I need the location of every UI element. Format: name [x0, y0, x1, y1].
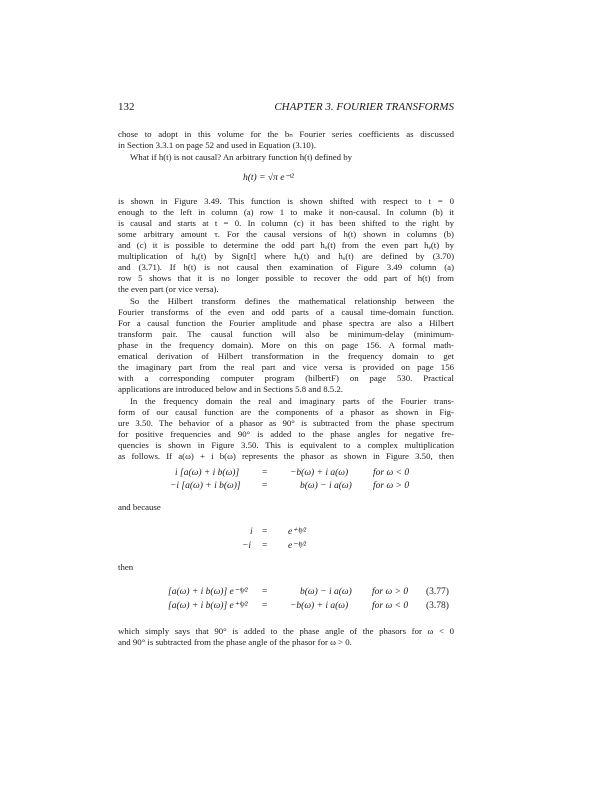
equation-condition: for ω < 0: [373, 468, 410, 478]
text-line: ematical derivation of Hilbert transformation in the frequency domain to get: [118, 351, 454, 361]
equation-lhs: i: [250, 527, 253, 537]
text-line: In the frequency domain the real and imaginary parts of the Fourier trans-: [130, 396, 454, 406]
equals-sign: =: [262, 481, 268, 491]
text-line: is causal and starts at t = 0. In column (c) it has been shifted to the right by: [118, 218, 454, 228]
text-line: applications are introduced below and in Sections 5.8 and 8.5.2.: [118, 384, 343, 394]
text-line: the imaginary part from the real part and vice versa is provided on page 156: [118, 362, 454, 372]
text-line: is shown in Figure 3.49. This function is shown shifted with respect to t = 0: [118, 196, 454, 206]
equation-condition: for ω > 0: [373, 481, 410, 491]
text-line: phase in the frequency domain). More on this on page 156. A formal math-: [118, 340, 454, 350]
equation-condition: for ω < 0: [372, 601, 409, 611]
text-line: the even part (or vice versa).: [118, 284, 219, 294]
text-line: form of our causal function are the components of a phasor as shown in Fig-: [118, 407, 454, 417]
equation-number: (3.78): [426, 601, 449, 611]
text-line: enough to the left in column (a) row 1 to make it non-causal. In column (b) it: [118, 207, 454, 217]
text-line: transform pair. The causal function will also be minimum-delay (minimum-: [118, 329, 454, 339]
text-line: and 90° is subtracted from the phase angle of the phasor for ω > 0.: [118, 637, 352, 647]
text-line: which simply says that 90° is added to the phase angle of the phasors for ω < 0: [118, 626, 454, 636]
equation-rhs: e⁻ⁱᵖ⁄²: [288, 541, 307, 551]
equation-rhs: e⁺ⁱᵖ⁄²: [288, 527, 307, 537]
equals-sign: =: [262, 601, 268, 611]
equals-sign: =: [262, 468, 268, 478]
text-line: with a corresponding computer program (hilbertF) on page 530. Practical: [118, 373, 454, 383]
equation-rhs: −b(ω) + i a(ω): [290, 601, 349, 611]
equation-lhs: [a(ω) + i b(ω)] e⁺ⁱᵖ⁄²: [168, 601, 248, 611]
equation-rhs: −b(ω) + i a(ω): [290, 468, 349, 478]
equals-sign: =: [262, 541, 268, 551]
equation-h: h(t) = √π e⁻ᵗ²: [243, 173, 294, 183]
chapter-title: CHAPTER 3. FOURIER TRANSFORMS: [274, 101, 454, 113]
text-line: in Section 3.3.1 on page 52 and used in Equation (3.10).: [118, 140, 316, 150]
text-line: some arbitrary amount τ. For the causal versions of h(t) shown in columns (b): [118, 229, 454, 239]
text-line: What if h(t) is not causal? An arbitrary function h(t) defined by: [130, 152, 353, 162]
equation-rhs: b(ω) − i a(ω): [300, 587, 352, 597]
text-line: ure 3.50. The behavior of a phasor as 90° is subtracted from the phase spectrum: [118, 418, 454, 428]
text-line: for positive frequencies and 90° is added to the phase angles for negative fre-: [118, 429, 454, 439]
text-line: So the Hilbert transform defines the mathematical relationship between the: [130, 296, 454, 306]
text-line: and (c) it is possible to determine the odd part hₒ(t) from the even part hₑ(t) by: [118, 240, 454, 250]
equation-condition: for ω > 0: [372, 587, 409, 597]
text-line: multiplication of hₑ(t) by Sign[t] where hₑ(t) and hₒ(t) are defined by (3.70): [118, 251, 454, 261]
text-line: chose to adopt in this volume for the bₙ Fourier series coefficients as discussed: [118, 129, 454, 139]
text-line: quencies is shown in Figure 3.50. This is equivalent to a complex multiplication: [118, 440, 454, 450]
text-line: row 5 shows that it is no longer possible to recover the odd part of h(t) from: [118, 273, 454, 283]
equation-lhs: −i [a(ω) + i b(ω)]: [170, 481, 241, 491]
equation-number: (3.77): [426, 587, 449, 597]
equals-sign: =: [262, 587, 268, 597]
text-line: and because: [118, 502, 161, 512]
equation-rhs: b(ω) − i a(ω): [300, 481, 352, 491]
text-line: and (3.71). If h(t) is not causal then examination of Figure 3.49 column (a): [118, 262, 454, 272]
text-line: For a causal function the Fourier amplitude and phase spectra are also a Hilbert: [118, 318, 454, 328]
text-line: Fourier transforms of the even and odd parts of a causal time-domain function.: [118, 307, 454, 317]
equals-sign: =: [262, 527, 268, 537]
text-line: then: [118, 562, 134, 572]
equation-lhs: i [a(ω) + i b(ω)]: [175, 468, 240, 478]
equation-lhs: −i: [242, 541, 252, 551]
running-header: [118, 101, 454, 115]
equation-lhs: [a(ω) + i b(ω)] e⁻ⁱᵖ⁄²: [168, 587, 248, 597]
text-line: as follows. If a(ω) + i b(ω) represents the phasor as shown in Figure 3.50, then: [118, 451, 454, 461]
page-number: 132: [118, 101, 135, 113]
